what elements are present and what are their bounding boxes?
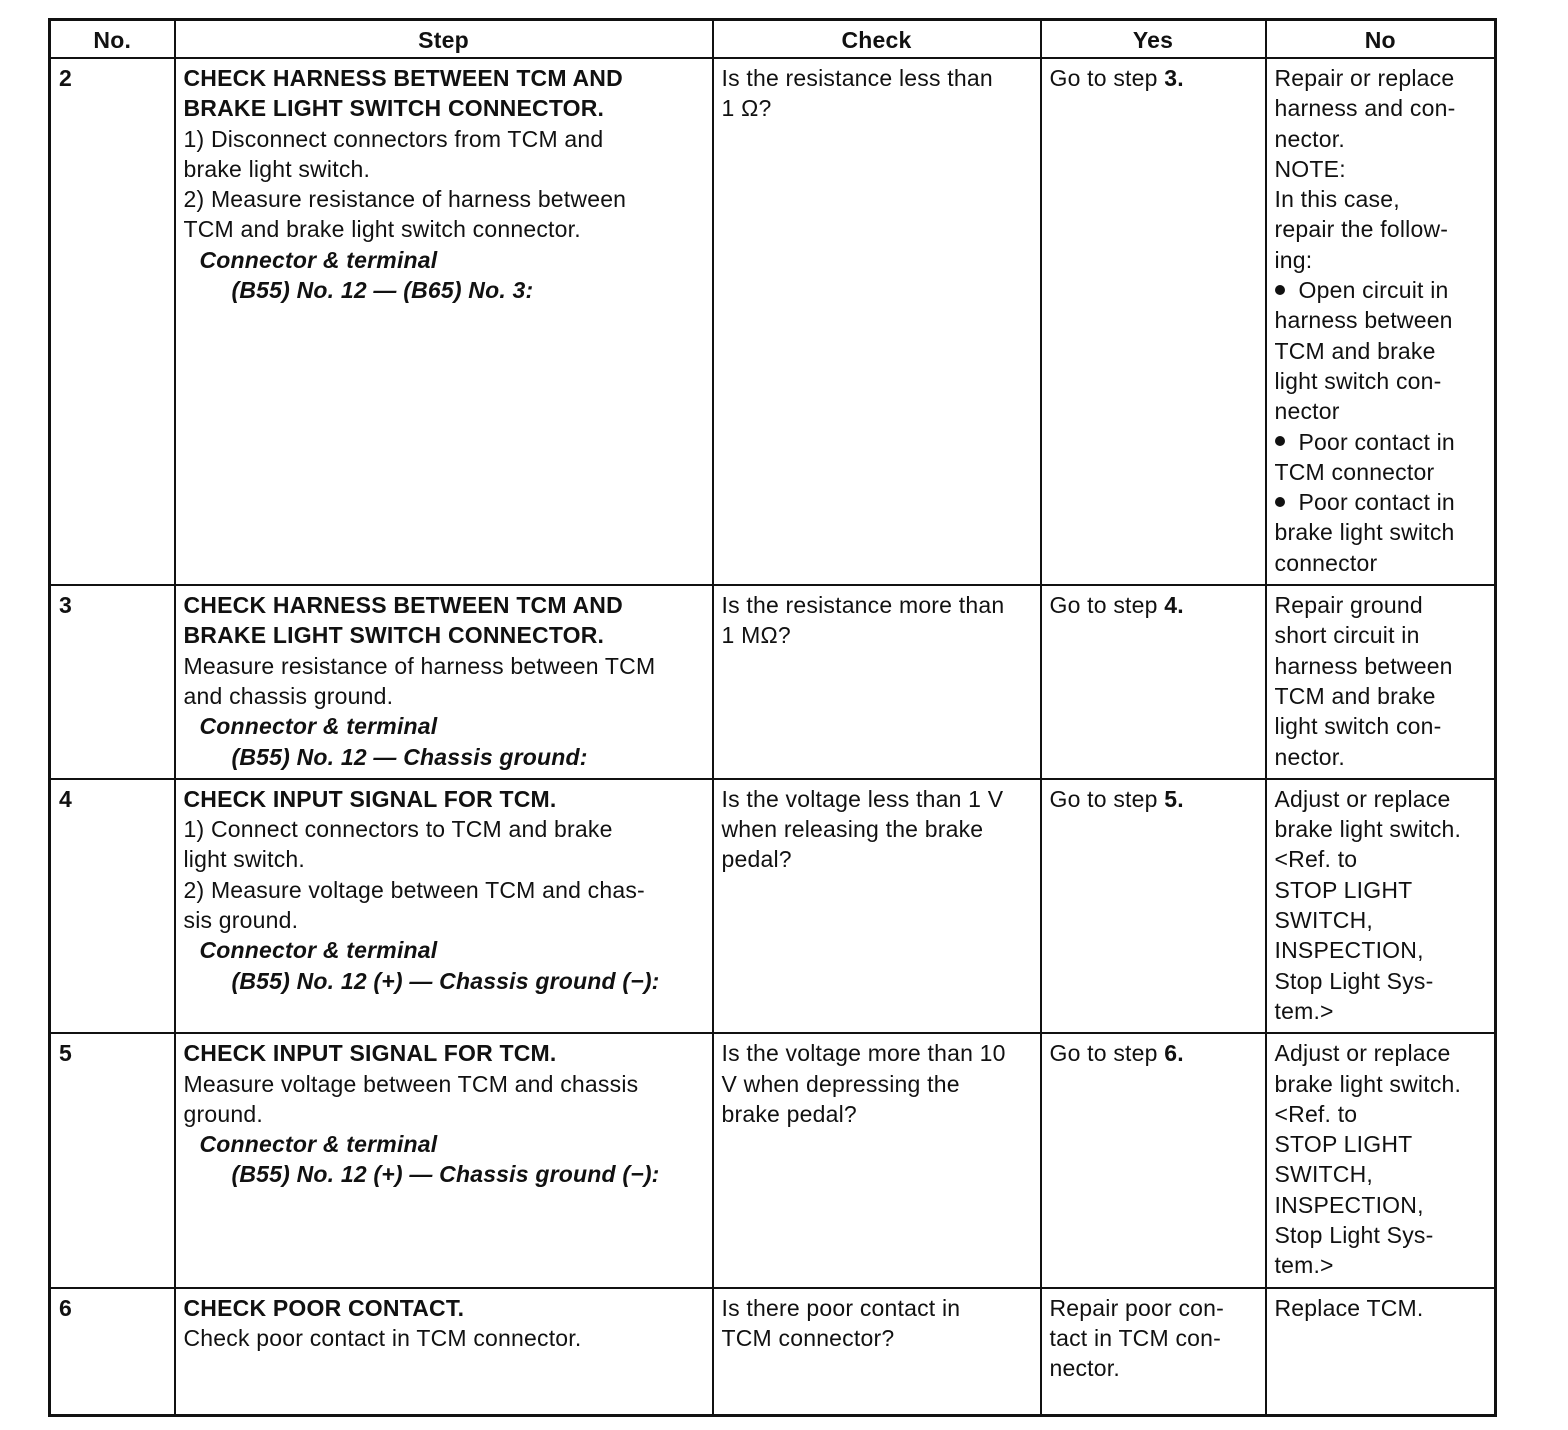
diagnostic-procedure-sheet [48,18,1494,1417]
table-row [50,585,1496,779]
table-header-row [50,20,1496,59]
yes-cell [1041,585,1266,779]
no-note-label: NOTE: [1274,155,1346,182]
step-instruction: 1) Disconnect connectors from TCM and [183,125,604,152]
no-text: tem.> [1274,1252,1334,1279]
no-text: SWITCH, [1274,907,1373,934]
bullet-item-text: nector [1274,398,1340,425]
step-title: CHECK INPUT SIGNAL FOR TCM. [183,785,557,812]
no-text: Replace TCM. [1274,1294,1424,1321]
yes-step-ref: 6. [1164,1040,1184,1067]
step-instruction: Measure voltage between TCM and chassis [183,1070,639,1097]
step-instruction: Check poor contact in TCM connector. [183,1324,582,1351]
no-text: ing: [1274,246,1313,273]
no-text: TCM and brake [1274,682,1436,709]
bullet-item: Poor contact in [1275,487,1487,517]
yes-text: nector. [1049,1355,1120,1382]
step-title: CHECK INPUT SIGNAL FOR TCM. [183,1040,557,1067]
no-text: <Ref. to [1274,846,1358,873]
yes-text: Go to step [1049,65,1165,91]
check-text: V when depressing the [721,1070,960,1097]
step-instruction: 2) Measure resistance of harness between [183,186,627,213]
yes-cell [1041,779,1266,1033]
header-no: No. [50,20,175,59]
check-text: TCM connector? [721,1324,895,1351]
step-number: 6 [50,1288,175,1416]
no-cell [1266,585,1496,779]
yes-text: Repair poor con- [1049,1294,1225,1321]
no-text: INSPECTION, [1274,1191,1424,1218]
check-text: pedal? [721,846,792,873]
step-instruction: ground. [183,1100,263,1127]
no-text: SWITCH, [1274,1161,1373,1188]
header-no-result: No [1266,20,1496,59]
bullet-item-text: TCM and brake [1274,337,1436,364]
step-instruction: 1) Connect connectors to TCM and brake [183,816,613,843]
no-text: tem.> [1274,997,1334,1024]
no-text: <Ref. to [1274,1100,1358,1127]
yes-text: Go to step [1049,785,1165,812]
no-text: Repair ground [1274,592,1423,619]
no-text: nector. [1274,743,1345,770]
check-text: Is the voltage more than 10 [721,1040,1006,1067]
no-text: Repair or replace [1274,65,1455,91]
step-instruction: sis ground. [183,907,299,934]
no-cell [1266,58,1496,585]
step-instruction: Measure resistance of harness between TCM [183,652,656,679]
check-cell [713,58,1041,585]
step-instruction: light switch. [183,846,305,873]
no-text: Stop Light Sys- [1274,1221,1434,1248]
check-text: 1 MΩ? [721,622,791,649]
bullet-item-text: brake light switch [1274,519,1455,546]
connector-terminal-heading: Connector & terminal [199,713,438,740]
table-row [50,1288,1496,1416]
check-text: Is the resistance more than [721,592,1005,619]
yes-text: Go to step [1049,592,1165,619]
step-number: 2 [50,58,175,585]
yes-step-ref: 5. [1164,785,1184,812]
no-text: STOP LIGHT [1274,1131,1413,1158]
yes-step-ref: 3. [1164,65,1184,91]
step-cell [175,1033,713,1287]
step-instruction: and chassis ground. [183,682,394,709]
check-text: 1 Ω? [721,95,772,122]
check-text: Is there poor contact in [721,1294,961,1321]
step-title: BRAKE LIGHT SWITCH CONNECTOR. [183,622,605,649]
step-number: 3 [50,585,175,779]
no-text: Stop Light Sys- [1274,967,1434,994]
no-text: harness between [1274,652,1453,679]
header-check: Check [713,20,1041,59]
step-cell [175,1288,713,1416]
no-text: STOP LIGHT [1274,876,1413,903]
connector-terminal-value: (B55) No. 12 — Chassis ground: [231,743,588,770]
no-text: Adjust or replace [1274,1040,1451,1067]
diagnostic-table [48,18,1497,1417]
check-text: when releasing the brake [721,816,984,843]
bullet-item-text: light switch con- [1274,367,1442,394]
no-text: repair the follow- [1274,216,1449,243]
bullet-icon [1275,285,1285,295]
no-text: brake light switch. [1274,816,1462,843]
bullet-icon [1275,436,1285,446]
header-yes: Yes [1041,20,1266,59]
step-instruction: 2) Measure voltage between TCM and chas- [183,876,645,903]
step-title: CHECK HARNESS BETWEEN TCM AND [183,592,623,619]
no-text: nector. [1274,125,1345,152]
step-instruction: TCM and brake light switch connector. [183,216,581,243]
check-text: Is the voltage less than 1 V [721,785,1004,812]
connector-terminal-heading: Connector & terminal [199,246,438,273]
yes-text: Go to step [1049,1040,1165,1067]
yes-text: tact in TCM con- [1049,1324,1221,1351]
yes-cell [1041,58,1266,585]
connector-terminal-value: (B55) No. 12 (+) — Chassis ground (−): [231,967,660,994]
yes-cell [1041,1033,1266,1287]
bullet-item: Open circuit in [1275,275,1487,305]
bullet-icon [1275,497,1285,507]
bullet-item: Poor contact in [1275,427,1487,457]
no-text: brake light switch. [1274,1070,1462,1097]
connector-terminal-value: (B55) No. 12 (+) — Chassis ground (−): [231,1161,660,1188]
bullet-item-text: TCM connector [1274,458,1435,485]
no-cell [1266,1033,1496,1287]
no-cell [1266,779,1496,1033]
yes-step-ref: 4. [1164,592,1184,619]
no-text: light switch con- [1274,713,1442,740]
no-text: harness and con- [1274,95,1456,122]
bullet-item-text: connector [1274,549,1378,576]
step-cell [175,585,713,779]
check-cell [713,779,1041,1033]
bullet-item-text: harness between [1274,307,1453,334]
table-row [50,779,1496,1033]
step-title: CHECK HARNESS BETWEEN TCM AND [183,65,623,91]
header-step: Step [175,20,713,59]
check-cell [713,1288,1041,1416]
step-cell [175,779,713,1033]
no-text: In this case, [1274,186,1400,213]
step-instruction: brake light switch. [183,155,371,182]
no-text: short circuit in [1274,622,1420,649]
yes-cell [1041,1288,1266,1416]
table-row [50,1033,1496,1287]
check-cell [713,1033,1041,1287]
connector-terminal-value: (B55) No. 12 — (B65) No. 3: [231,277,534,304]
no-text: INSPECTION, [1274,937,1424,964]
check-text: brake pedal? [721,1100,857,1127]
table-row [50,58,1496,585]
step-number: 5 [50,1033,175,1287]
connector-terminal-heading: Connector & terminal [199,1131,438,1158]
step-title: CHECK POOR CONTACT. [183,1294,465,1321]
no-text: Adjust or replace [1274,785,1451,812]
check-text: Is the resistance less than [721,65,993,91]
step-number: 4 [50,779,175,1033]
check-cell [713,585,1041,779]
step-cell [175,58,713,585]
step-title: BRAKE LIGHT SWITCH CONNECTOR. [183,95,605,122]
no-cell [1266,1288,1496,1416]
connector-terminal-heading: Connector & terminal [199,937,438,964]
